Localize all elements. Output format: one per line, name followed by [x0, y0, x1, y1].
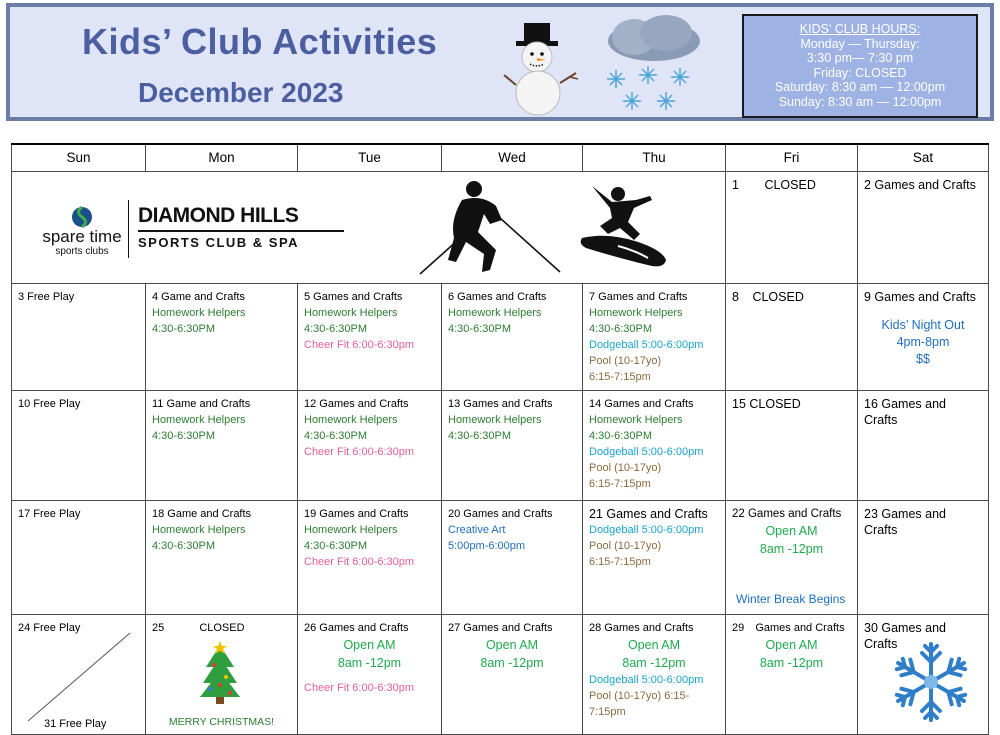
homework-time: 4:30-6:30PM	[589, 322, 652, 335]
day-activity: 4 Game and Crafts	[152, 290, 245, 303]
day-activity: 28 Games and Crafts	[589, 621, 694, 634]
day-number: 25	[152, 621, 165, 634]
day-activity: 17 Free Play	[18, 507, 81, 520]
pool: Pool (10-17yo)	[589, 354, 662, 367]
homework-helpers: Homework Helpers	[304, 413, 398, 426]
hours-line: Saturday: 8:30 am — 12:00pm	[774, 80, 946, 94]
week-row	[12, 171, 989, 283]
weekday-header: Mon	[146, 144, 298, 171]
day-cell	[146, 614, 298, 734]
diamond-hills-name: DIAMOND HILLS	[138, 203, 299, 227]
day-cell	[726, 500, 858, 614]
open-am: Open AM	[485, 637, 539, 652]
day-activity: 22 Games and Crafts	[732, 507, 842, 520]
open-am: Open AM	[765, 523, 818, 538]
day-cell	[146, 283, 298, 390]
day-activity: 3 Free Play	[18, 290, 75, 303]
pool-time: 6:15-7:15pm	[589, 477, 651, 490]
weekday-header: Thu	[583, 144, 726, 171]
weekday-header: Tue	[298, 144, 442, 171]
cheer-fit: Cheer Fit 6:00-6:30pm	[304, 338, 415, 351]
day-cell	[583, 390, 726, 500]
dodgeball: Dodgeball 5:00-6:00pm	[589, 673, 704, 686]
club-hours-box	[742, 14, 978, 118]
day-activity: 21 Games and Crafts	[589, 506, 708, 521]
homework-time: 4:30-6:30PM	[304, 539, 367, 552]
open-am-time: 8am -12pm	[480, 655, 544, 670]
day-cell	[12, 614, 146, 734]
spare-time-name: spare time	[42, 226, 122, 246]
day-cell	[858, 171, 989, 283]
pool: Pool (10-17yo)	[589, 539, 662, 552]
cheer-fit: Cheer Fit 6:00-6:30pm	[304, 555, 415, 568]
pool: Pool (10-17yo) 6:15-	[589, 689, 690, 702]
day-cell	[146, 500, 298, 614]
homework-time: 4:30-6:30PM	[589, 429, 652, 442]
page-title: Kids’ Club Activities	[82, 21, 438, 62]
day-number: 1	[732, 177, 739, 192]
day-activity: 18 Game and Crafts	[152, 507, 252, 520]
day-cell	[858, 283, 989, 390]
day-cell	[726, 614, 858, 734]
day-cell	[726, 283, 858, 390]
day-activity: Games and Crafts	[755, 621, 845, 634]
day-cell	[298, 614, 442, 734]
day-number: 8	[732, 289, 739, 304]
hours-heading: KIDS’ CLUB HOURS:	[799, 22, 921, 36]
winter-break-label: Winter Break Begins	[736, 591, 846, 606]
snow-cloud-icon	[594, 13, 714, 117]
homework-helpers: Homework Helpers	[304, 523, 398, 536]
hours-line: Friday: CLOSED	[813, 65, 907, 80]
snowflake-icon	[888, 639, 974, 725]
homework-time: 4:30-6:30PM	[304, 322, 367, 335]
spare-time-tagline: sports clubs	[55, 245, 109, 257]
day-activity: 26 Games and Crafts	[304, 621, 409, 634]
homework-helpers: Homework Helpers	[152, 523, 246, 536]
homework-helpers: Homework Helpers	[152, 306, 246, 319]
day-activity: 16 Games and Crafts	[864, 396, 946, 427]
day-cell	[12, 390, 146, 500]
week-row	[12, 614, 989, 734]
homework-time: 4:30-6:30PM	[448, 429, 511, 442]
header-banner	[6, 3, 994, 121]
dodgeball: Dodgeball 5:00-6:00pm	[589, 338, 704, 351]
skier-icon	[412, 180, 562, 276]
day-cell	[298, 390, 442, 500]
creative-art: Creative Art	[448, 523, 506, 536]
split-day-divider	[26, 631, 132, 723]
weekday-header-row	[12, 144, 989, 171]
closed-label: CLOSED	[764, 177, 816, 192]
weekday-header: Sat	[858, 144, 989, 171]
homework-time: 4:30-6:30PM	[152, 539, 215, 552]
day-activity: 6 Games and Crafts	[448, 290, 547, 303]
day-cell	[583, 500, 726, 614]
day-cell	[298, 500, 442, 614]
cheer-fit: Cheer Fit 6:00-6:30pm	[304, 681, 415, 694]
diamond-hills-logo	[138, 204, 344, 250]
day-number: 29	[732, 621, 745, 634]
day-activity: 31 Free Play	[44, 717, 107, 730]
pool: Pool (10-17yo)	[589, 461, 662, 474]
creative-art-time: 5:00pm-6:00pm	[448, 539, 526, 552]
closed-label: 15 CLOSED	[732, 396, 801, 411]
merry-christmas-label: MERRY CHRISTMAS!	[168, 715, 275, 728]
day-activity: 20 Games and Crafts	[448, 507, 553, 520]
homework-time: 4:30-6:30PM	[448, 322, 511, 335]
day-activity: 13 Games and Crafts	[448, 397, 553, 410]
day-cell	[442, 283, 583, 390]
hours-line: Sunday: 8:30 am — 12:00pm	[778, 94, 942, 109]
open-am: Open AM	[765, 637, 818, 652]
kids-night-out-time: 4pm-8pm	[896, 334, 950, 349]
day-cell	[12, 283, 146, 390]
weekday-header: Wed	[442, 144, 583, 171]
day-cell	[12, 500, 146, 614]
closed-label: CLOSED	[199, 621, 245, 634]
homework-helpers: Homework Helpers	[152, 413, 246, 426]
day-activity: 14 Games and Crafts	[589, 397, 694, 410]
pool-time: 7:15pm	[589, 705, 626, 718]
day-cell	[726, 171, 858, 283]
day-cell	[858, 390, 989, 500]
homework-time: 4:30-6:30PM	[304, 429, 367, 442]
kids-night-out: Kids’ Night Out	[881, 317, 965, 332]
day-activity: 5 Games and Crafts	[304, 290, 403, 303]
snowman-icon	[502, 17, 592, 117]
dodgeball: Dodgeball 5:00-6:00pm	[589, 445, 704, 458]
day-activity: 12 Games and Crafts	[304, 397, 409, 410]
hours-line: Monday — Thursday:	[800, 36, 920, 51]
snowboarder-icon	[578, 182, 674, 268]
open-am-time: 8am -12pm	[759, 655, 824, 670]
homework-helpers: Homework Helpers	[448, 306, 542, 319]
day-activity: 10 Free Play	[18, 397, 81, 410]
homework-time: 4:30-6:30PM	[152, 322, 215, 335]
day-cell	[442, 500, 583, 614]
page-subtitle: December 2023	[138, 77, 344, 108]
day-activity: 23 Games and Crafts	[864, 506, 946, 537]
week-row	[12, 390, 989, 500]
day-cell	[442, 390, 583, 500]
open-am: Open AM	[627, 637, 681, 652]
week-row	[12, 500, 989, 614]
week-row	[12, 283, 989, 390]
day-activity: 24 Free Play	[18, 621, 81, 634]
day-activity: 2 Games and Crafts	[864, 177, 976, 192]
pool-time: 6:15-7:15pm	[589, 555, 651, 568]
homework-time: 4:30-6:30PM	[152, 429, 215, 442]
day-cell	[858, 614, 989, 734]
homework-helpers: Homework Helpers	[589, 413, 683, 426]
homework-helpers: Homework Helpers	[304, 306, 398, 319]
day-activity: 30 Games and Crafts	[864, 620, 946, 651]
homework-helpers: Homework Helpers	[448, 413, 542, 426]
open-am: Open AM	[343, 637, 396, 652]
day-activity: 27 Games and Crafts	[448, 621, 553, 634]
day-cell	[583, 283, 726, 390]
day-cell	[298, 283, 442, 390]
spare-time-logo	[40, 206, 124, 257]
dodgeball: Dodgeball 5:00-6:00pm	[589, 523, 704, 536]
pool-time: 6:15-7:15pm	[589, 370, 651, 383]
weekday-header: Fri	[726, 144, 858, 171]
day-cell	[726, 390, 858, 500]
open-am-time: 8am -12pm	[759, 541, 824, 556]
day-cell	[858, 500, 989, 614]
weekday-header: Sun	[12, 144, 146, 171]
open-am-time: 8am -12pm	[622, 655, 686, 670]
logo-divider	[128, 200, 129, 258]
day-cell	[146, 390, 298, 500]
christmas-tree-icon	[200, 641, 240, 705]
day-activity: 7 Games and Crafts	[589, 290, 688, 303]
spare-time-icon	[71, 206, 93, 228]
day-activity: 11 Game and Crafts	[152, 397, 251, 410]
kids-night-out-cost: $$	[916, 351, 930, 366]
diamond-hills-tagline: SPORTS CLUB & SPA	[138, 234, 300, 250]
open-am-time: 8am -12pm	[337, 655, 402, 670]
homework-helpers: Homework Helpers	[589, 306, 683, 319]
day-activity: 19 Games and Crafts	[304, 507, 409, 520]
calendar-grid	[11, 143, 989, 735]
day-cell	[583, 614, 726, 734]
closed-label: CLOSED	[752, 289, 804, 304]
hours-line: 3:30 pm— 7:30 pm	[806, 51, 914, 65]
day-cell	[442, 614, 583, 734]
cheer-fit: Cheer Fit 6:00-6:30pm	[304, 445, 415, 458]
day-activity: 9 Games and Crafts	[864, 289, 976, 304]
logo-banner-cell	[12, 171, 726, 283]
